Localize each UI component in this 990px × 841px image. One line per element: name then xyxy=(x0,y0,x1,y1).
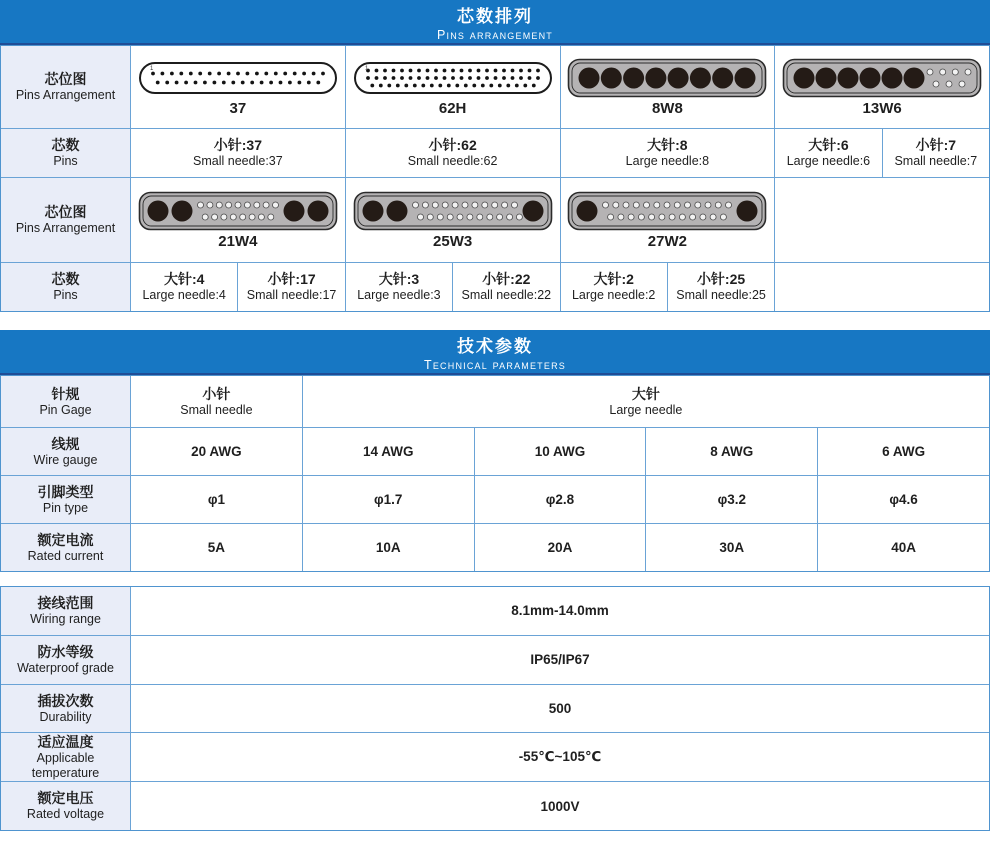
pin-gage-small-needle-cell: 小针 Small needle xyxy=(131,376,302,427)
connector-cell-13w6 xyxy=(775,46,989,128)
pin-count-cell: 小针:7 Small needle:7 xyxy=(883,129,989,177)
pin-count-cell: 小针:62 Small needle:62 xyxy=(346,129,560,177)
connector-drawing-21w4 xyxy=(138,190,338,232)
row-label-wire-gauge: 线规 Wire gauge xyxy=(1,428,130,475)
connector-cell-25w3 xyxy=(346,178,560,262)
row-label-durability: 插拔次数 Durability xyxy=(1,685,130,733)
row-label-rated-voltage: 额定电压 Rated voltage xyxy=(1,782,130,830)
rated-current-value: 40A xyxy=(818,524,989,571)
wire-gauge-value: 8 AWG xyxy=(646,428,817,475)
pin-type-value: φ1 xyxy=(131,476,302,523)
pin-count-cell: 大针:4 Large needle:4 xyxy=(131,263,237,311)
connector-label: 13W6 xyxy=(862,100,902,117)
pin-count-cell: 大针:8 Large needle:8 xyxy=(561,129,775,177)
section-title: 芯数排列 xyxy=(457,6,533,26)
connector-label: 25W3 xyxy=(433,233,473,250)
section-subtitle: Pins arrangement xyxy=(436,27,554,42)
svg-text:1: 1 xyxy=(364,66,368,72)
pin-count-cell: 大针:3 Large needle:3 xyxy=(346,263,452,311)
rated-current-value: 30A xyxy=(646,524,817,571)
pins-arrangement-table xyxy=(0,45,990,312)
pin-type-value: φ2.8 xyxy=(475,476,646,523)
connector-drawing-13w6 xyxy=(782,57,982,99)
connector-drawing-37 xyxy=(138,57,338,99)
row-label-pin-type: 引脚类型 Pin type xyxy=(1,476,130,523)
connector-cell-27w2 xyxy=(561,178,775,262)
connector-cell-37 xyxy=(131,46,345,128)
applicable-temperature-value: -55℃~105℃ xyxy=(131,733,989,781)
technical-parameters-table xyxy=(0,375,990,572)
empty-cell xyxy=(775,263,989,311)
technical-parameters-header xyxy=(0,330,990,375)
general-specs-table xyxy=(0,586,990,831)
pin-count-cell: 小针:37 Small needle:37 xyxy=(131,129,345,177)
pin-count-cell: 小针:22 Small needle:22 xyxy=(453,263,559,311)
connector-label: 8W8 xyxy=(651,100,683,117)
row-label-pins-2: 芯数 Pins xyxy=(1,263,130,311)
pins-arrangement-header xyxy=(0,0,990,45)
rated-voltage-value: 1000V xyxy=(131,782,989,830)
connector-label: 37 xyxy=(229,100,247,117)
row-label-pins-1: 芯数 Pins xyxy=(1,129,130,177)
pin-count-cell: 大针:2 Large needle:2 xyxy=(561,263,667,311)
row-label-rated-current: 额定电流 Rated current xyxy=(1,524,130,571)
connector-drawing-27w2 xyxy=(567,190,767,232)
connector-drawing-25w3 xyxy=(353,190,553,232)
connector-cell-8w8 xyxy=(561,46,775,128)
pin-type-value: φ4.6 xyxy=(818,476,989,523)
rated-current-value: 20A xyxy=(475,524,646,571)
wire-gauge-value: 6 AWG xyxy=(818,428,989,475)
pin-gage-large-needle-cell: 大针 Large needle xyxy=(303,376,989,427)
pin-type-value: φ3.2 xyxy=(646,476,817,523)
durability-value: 500 xyxy=(131,685,989,733)
connector-label: 62H xyxy=(438,100,467,117)
pin-count-cell: 小针:17 Small needle:17 xyxy=(238,263,344,311)
svg-text:1: 1 xyxy=(149,66,154,72)
pin-count-cell: 大针:6 Large needle:6 xyxy=(775,129,881,177)
connector-drawing-62h xyxy=(353,57,553,99)
connector-drawing-8w8 xyxy=(567,57,767,99)
waterproof-grade-value: IP65/IP67 xyxy=(131,636,989,684)
connector-cell-62h xyxy=(346,46,560,128)
row-label-pin-gage: 针规 Pin Gage xyxy=(1,376,130,427)
wire-gauge-value: 20 AWG xyxy=(131,428,302,475)
empty-cell xyxy=(775,178,989,262)
section-title: 技术参数 xyxy=(457,336,533,356)
wire-gauge-value: 10 AWG xyxy=(475,428,646,475)
row-label-applicable-temperature: 适应温度 Applicable temperature xyxy=(1,733,130,781)
rated-current-value: 5A xyxy=(131,524,302,571)
pin-type-value: φ1.7 xyxy=(303,476,474,523)
row-label-wiring-range: 接线范围 Wiring range xyxy=(1,587,130,635)
row-label-pins-arrangement-2: 芯位图 Pins Arrangement xyxy=(1,178,130,262)
rated-current-value: 10A xyxy=(303,524,474,571)
row-label-pins-arrangement-1: 芯位图 Pins Arrangement xyxy=(1,46,130,128)
connector-label: 27W2 xyxy=(647,233,687,250)
section-spacer xyxy=(0,312,990,330)
wire-gauge-value: 14 AWG xyxy=(303,428,474,475)
wiring-range-value: 8.1mm-14.0mm xyxy=(131,587,989,635)
connector-cell-21w4 xyxy=(131,178,345,262)
pin-count-cell: 小针:25 Small needle:25 xyxy=(668,263,774,311)
section-subtitle: Technical parameters xyxy=(424,357,566,372)
section-spacer xyxy=(0,572,990,586)
row-label-waterproof-grade: 防水等级 Waterproof grade xyxy=(1,636,130,684)
connector-label: 21W4 xyxy=(218,233,258,250)
